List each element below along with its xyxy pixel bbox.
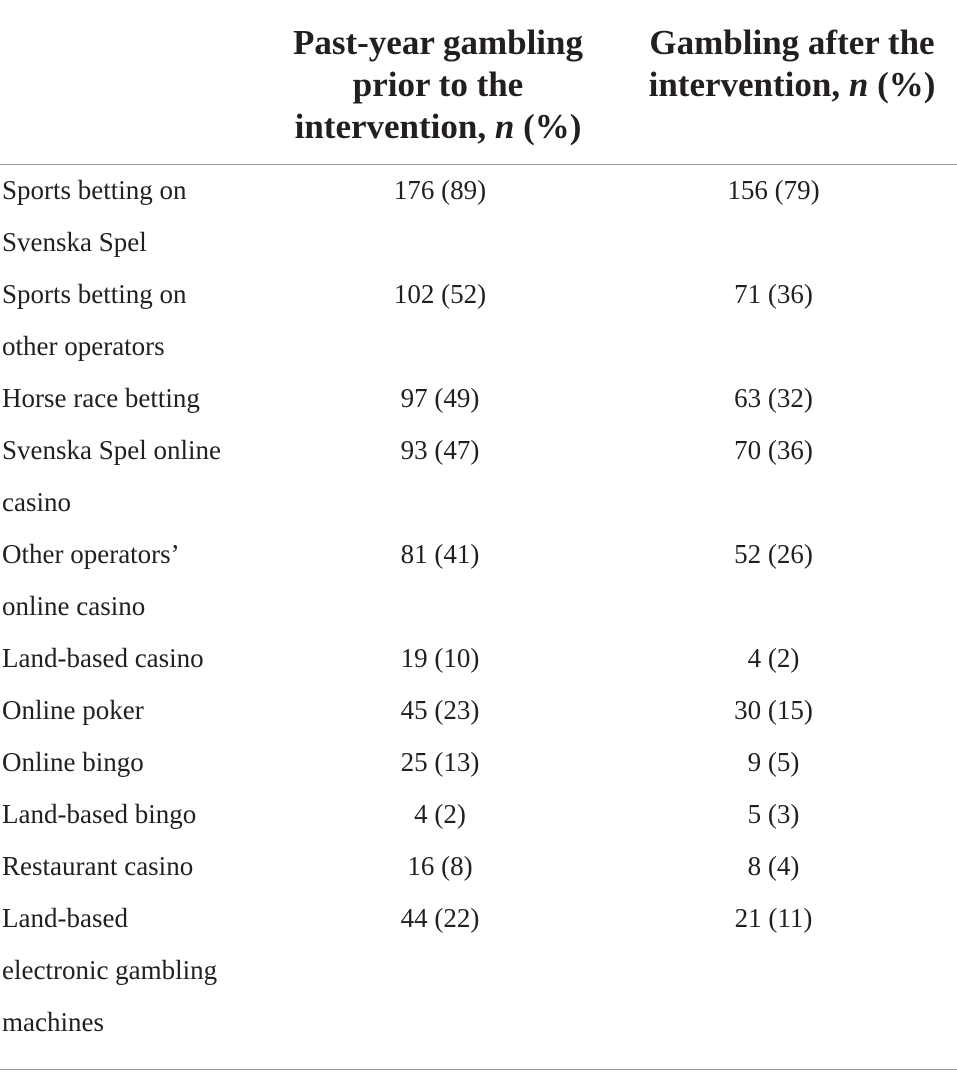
row-label-line: casino — [2, 487, 71, 517]
value-before: 45 (23) — [400, 695, 480, 725]
row-label-line: Other operators’ — [2, 539, 180, 569]
value-before: 4 (2) — [414, 799, 466, 829]
value-before: 176 (89) — [393, 175, 487, 205]
bottom-rule — [0, 1069, 957, 1070]
row-label-line: Restaurant casino — [2, 851, 194, 881]
row-label-line: other operators — [2, 331, 165, 361]
value-before: 93 (47) — [400, 435, 480, 465]
value-before: 81 (41) — [400, 539, 480, 569]
value-before: 19 (10) — [400, 643, 480, 673]
header-past-year-pct: (%) — [523, 107, 582, 146]
header-after-line2: intervention, — [648, 65, 841, 104]
header-past-year-line3: intervention, — [294, 107, 487, 146]
row-label — [0, 840, 278, 892]
table-row — [0, 840, 957, 892]
row-label — [0, 632, 278, 684]
row-label-line: Sports betting on — [2, 175, 187, 205]
row-label-line: Svenska Spel online — [2, 435, 221, 465]
value-after: 71 (36) — [734, 279, 813, 309]
table-row — [0, 268, 957, 372]
value-after: 156 (79) — [727, 175, 820, 205]
value-after: 63 (32) — [734, 383, 813, 413]
table-row — [0, 164, 957, 268]
header-after — [636, 22, 948, 106]
value-before: 16 (8) — [407, 851, 473, 881]
value-before: 97 (49) — [400, 383, 480, 413]
row-label — [0, 424, 278, 528]
table-row — [0, 788, 957, 840]
header-past-year-n: n — [494, 107, 515, 146]
table-row — [0, 632, 957, 684]
row-label-line: online casino — [2, 591, 146, 621]
value-after: 52 (26) — [734, 539, 813, 569]
value-after: 21 (11) — [734, 903, 813, 933]
value-after: 30 (15) — [734, 695, 813, 725]
row-label — [0, 268, 278, 372]
row-label-line: Horse race betting — [2, 383, 200, 413]
value-after: 70 (36) — [734, 435, 813, 465]
row-label-line: Land-based — [2, 903, 128, 933]
row-label-line: electronic gambling — [2, 955, 218, 985]
value-after: 5 (3) — [747, 799, 800, 829]
value-after: 8 (4) — [747, 851, 800, 881]
table-row — [0, 424, 957, 528]
row-label-line: Online poker — [2, 695, 144, 725]
table-row — [0, 736, 957, 788]
row-label — [0, 892, 278, 1048]
header-after-line1: Gambling after the — [649, 23, 935, 62]
header-past-year-line2: prior to the — [352, 65, 524, 104]
row-label — [0, 372, 278, 424]
value-before: 102 (52) — [393, 279, 487, 309]
table-row — [0, 684, 957, 736]
header-after-pct: (%) — [877, 65, 936, 104]
row-label — [0, 736, 278, 788]
table-header — [0, 0, 957, 164]
header-past-year-line1: Past-year gambling — [292, 23, 584, 62]
table-body — [0, 164, 957, 1048]
row-label — [0, 164, 278, 268]
row-label-line: Online bingo — [2, 747, 144, 777]
header-after-n: n — [848, 65, 869, 104]
header-past-year — [276, 22, 600, 148]
row-label-line: Sports betting on — [2, 279, 187, 309]
row-label-line: Svenska Spel — [2, 227, 147, 257]
row-label-line: Land-based casino — [2, 643, 204, 673]
row-label-line: Land-based bingo — [2, 799, 197, 829]
row-label-line: machines — [2, 1007, 104, 1037]
value-after: 9 (5) — [747, 747, 800, 777]
value-after: 4 (2) — [747, 643, 800, 673]
gambling-table — [0, 164, 957, 1048]
row-label — [0, 528, 278, 632]
row-label — [0, 684, 278, 736]
value-before: 44 (22) — [400, 903, 480, 933]
table-row — [0, 528, 957, 632]
table-row — [0, 372, 957, 424]
row-label — [0, 788, 278, 840]
table-row — [0, 892, 957, 1048]
value-before: 25 (13) — [400, 747, 480, 777]
